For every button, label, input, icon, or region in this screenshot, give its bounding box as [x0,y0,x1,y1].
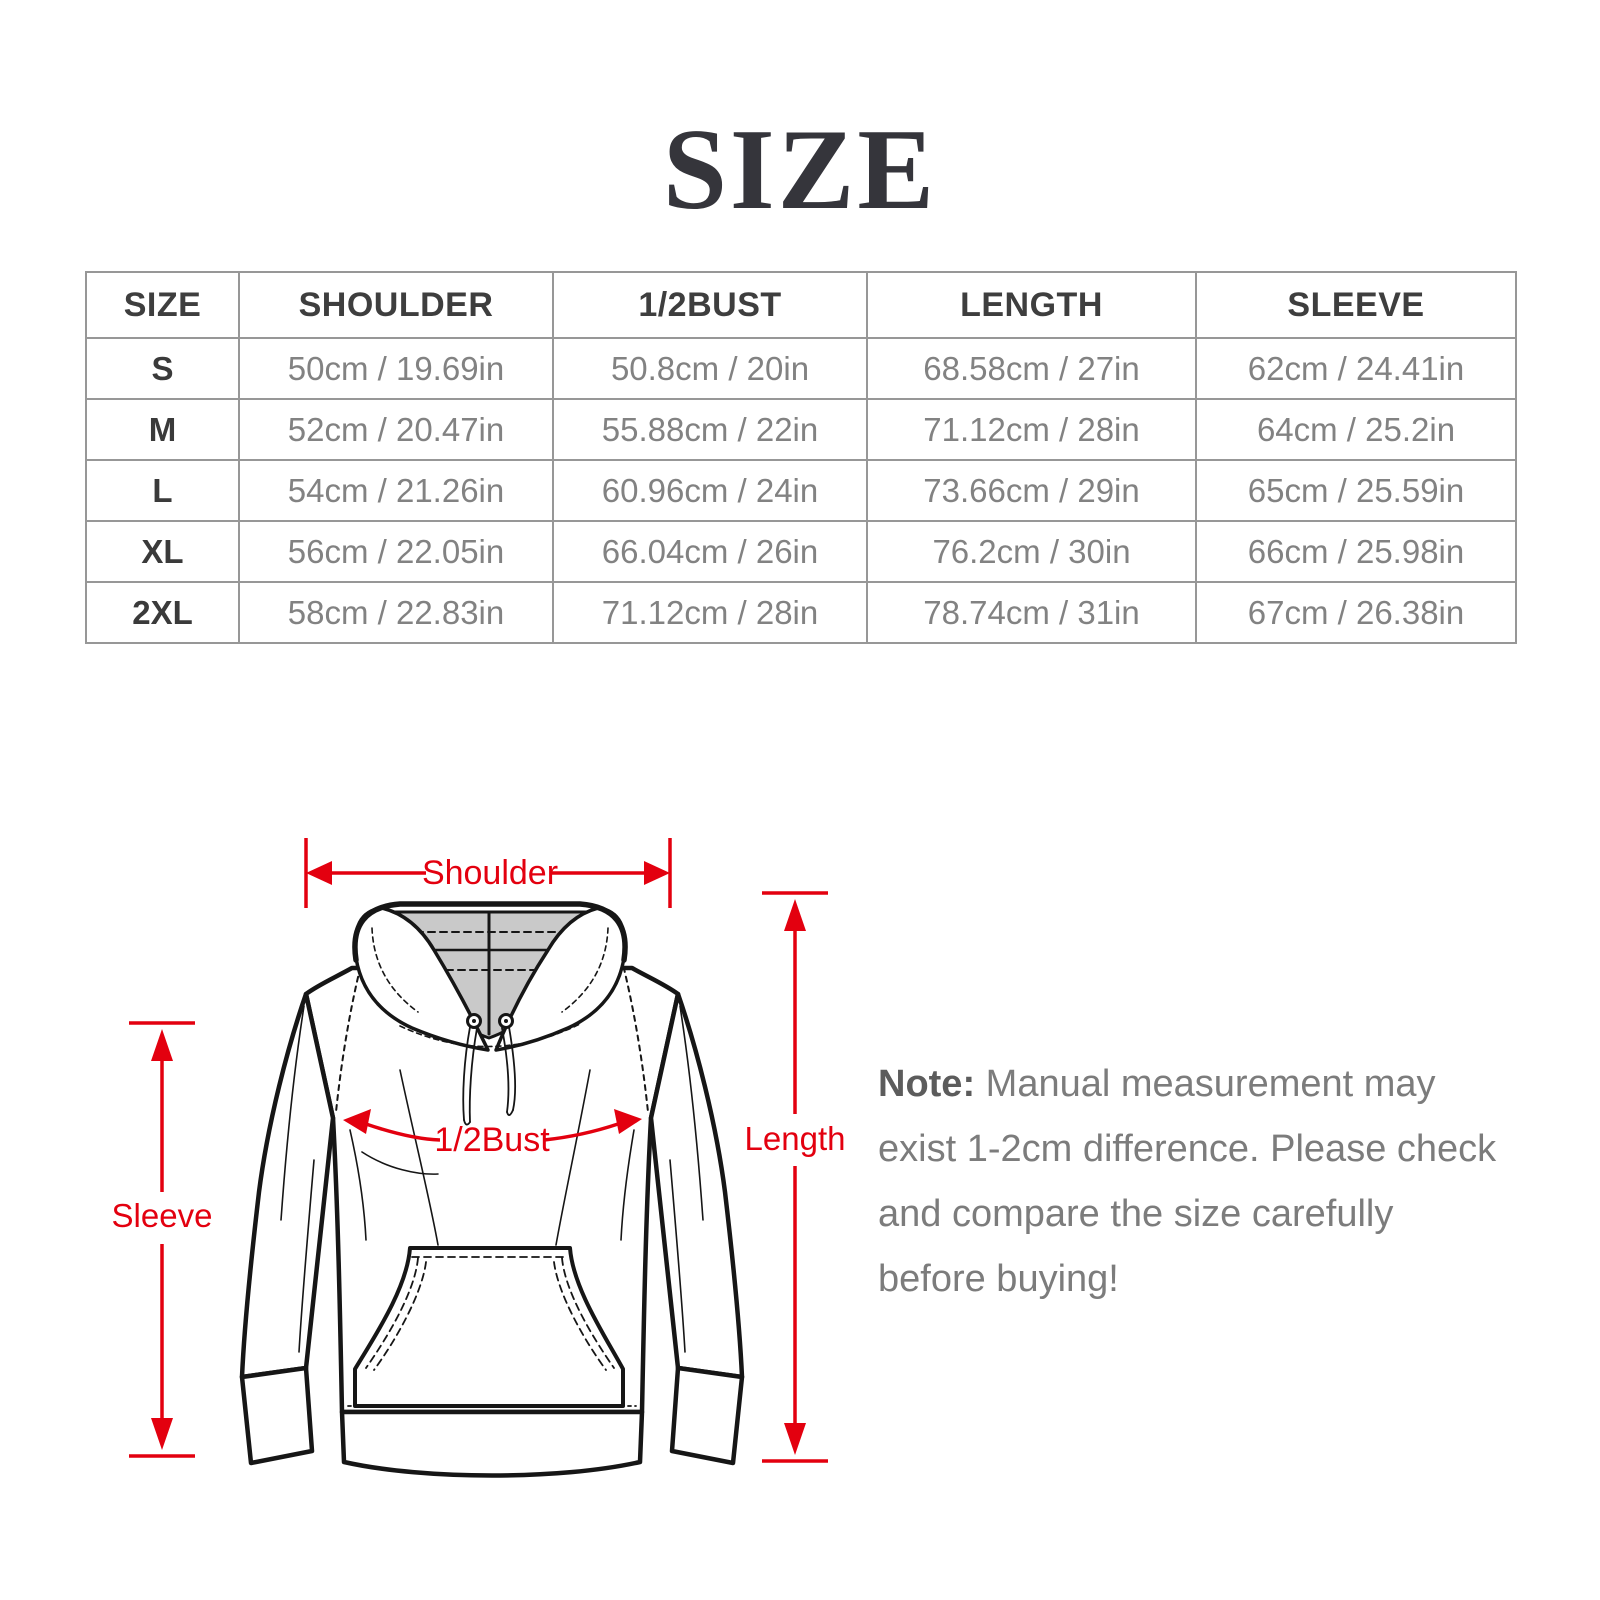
shoulder-arrowhead-left [306,861,332,885]
cell-length: 71.12cm / 28in [867,399,1196,460]
cell-sleeve: 62cm / 24.41in [1196,338,1516,399]
cell-halfbust: 50.8cm / 20in [553,338,867,399]
cell-sleeve: 66cm / 25.98in [1196,521,1516,582]
hoodie-drawing [242,904,742,1476]
cell-sleeve: 67cm / 26.38in [1196,582,1516,643]
hem-band [342,1412,642,1476]
cell-halfbust: 60.96cm / 24in [553,460,867,521]
note-body: Manual measurement may exist 1-2cm difference. Please check and compare the size carefully before buying! [878,1063,1497,1300]
cell-length: 78.74cm / 31in [867,582,1196,643]
cell-length: 68.58cm / 27in [867,338,1196,399]
cell-halfbust: 71.12cm / 28in [553,582,867,643]
shoulder-label: Shoulder [421,854,559,892]
size-table [85,271,1517,644]
cell-length: 73.66cm / 29in [867,460,1196,521]
cell-size: S [86,338,239,399]
length-label: Length [744,1120,846,1157]
header-length: LENGTH [867,272,1196,338]
cell-halfbust: 55.88cm / 22in [553,399,867,460]
table-row [86,521,1516,582]
cell-size: L [86,460,239,521]
sleeve-label: Sleeve [111,1197,213,1234]
cell-size: M [86,399,239,460]
note-text [878,1052,1500,1312]
table-row [86,399,1516,460]
sleeve-arrowhead-top [151,1029,173,1061]
header-sleeve: SLEEVE [1196,272,1516,338]
length-dimension [745,893,846,1461]
hoodie-left-sleeve [242,994,333,1377]
cell-length: 76.2cm / 30in [867,521,1196,582]
hoodie-right-sleeve [651,994,742,1377]
length-arrowhead-top [784,899,806,931]
page-title: SIZE [662,106,938,233]
cell-size: 2XL [86,582,239,643]
sleeve-arrowhead-bottom [151,1418,173,1450]
table-row [86,582,1516,643]
cell-sleeve: 65cm / 25.59in [1196,460,1516,521]
header-halfbust: 1/2BUST [553,272,867,338]
cell-size: XL [86,521,239,582]
note-prefix: Note: [878,1063,976,1105]
length-arrowhead-bottom [784,1423,806,1455]
cell-shoulder: 52cm / 20.47in [239,399,553,460]
cell-shoulder: 56cm / 22.05in [239,521,553,582]
cell-shoulder: 54cm / 21.26in [239,460,553,521]
header-shoulder: SHOULDER [239,272,553,338]
table-header-row [86,272,1516,338]
cell-shoulder: 58cm / 22.83in [239,582,553,643]
shoulder-dimension [306,838,670,908]
table-row [86,460,1516,521]
right-cuff [672,1368,742,1463]
cell-shoulder: 50cm / 19.69in [239,338,553,399]
header-size: SIZE [86,272,239,338]
half-bust-label: 1/2Bust [434,1121,550,1159]
cell-sleeve: 64cm / 25.2in [1196,399,1516,460]
hoodie-diagram-svg [100,820,860,1520]
hoodie-measurement-diagram [100,820,860,1520]
table-row [86,338,1516,399]
sleeve-dimension [112,1023,213,1456]
shoulder-arrowhead-right [644,861,670,885]
cell-halfbust: 66.04cm / 26in [553,521,867,582]
left-cuff [242,1368,312,1463]
